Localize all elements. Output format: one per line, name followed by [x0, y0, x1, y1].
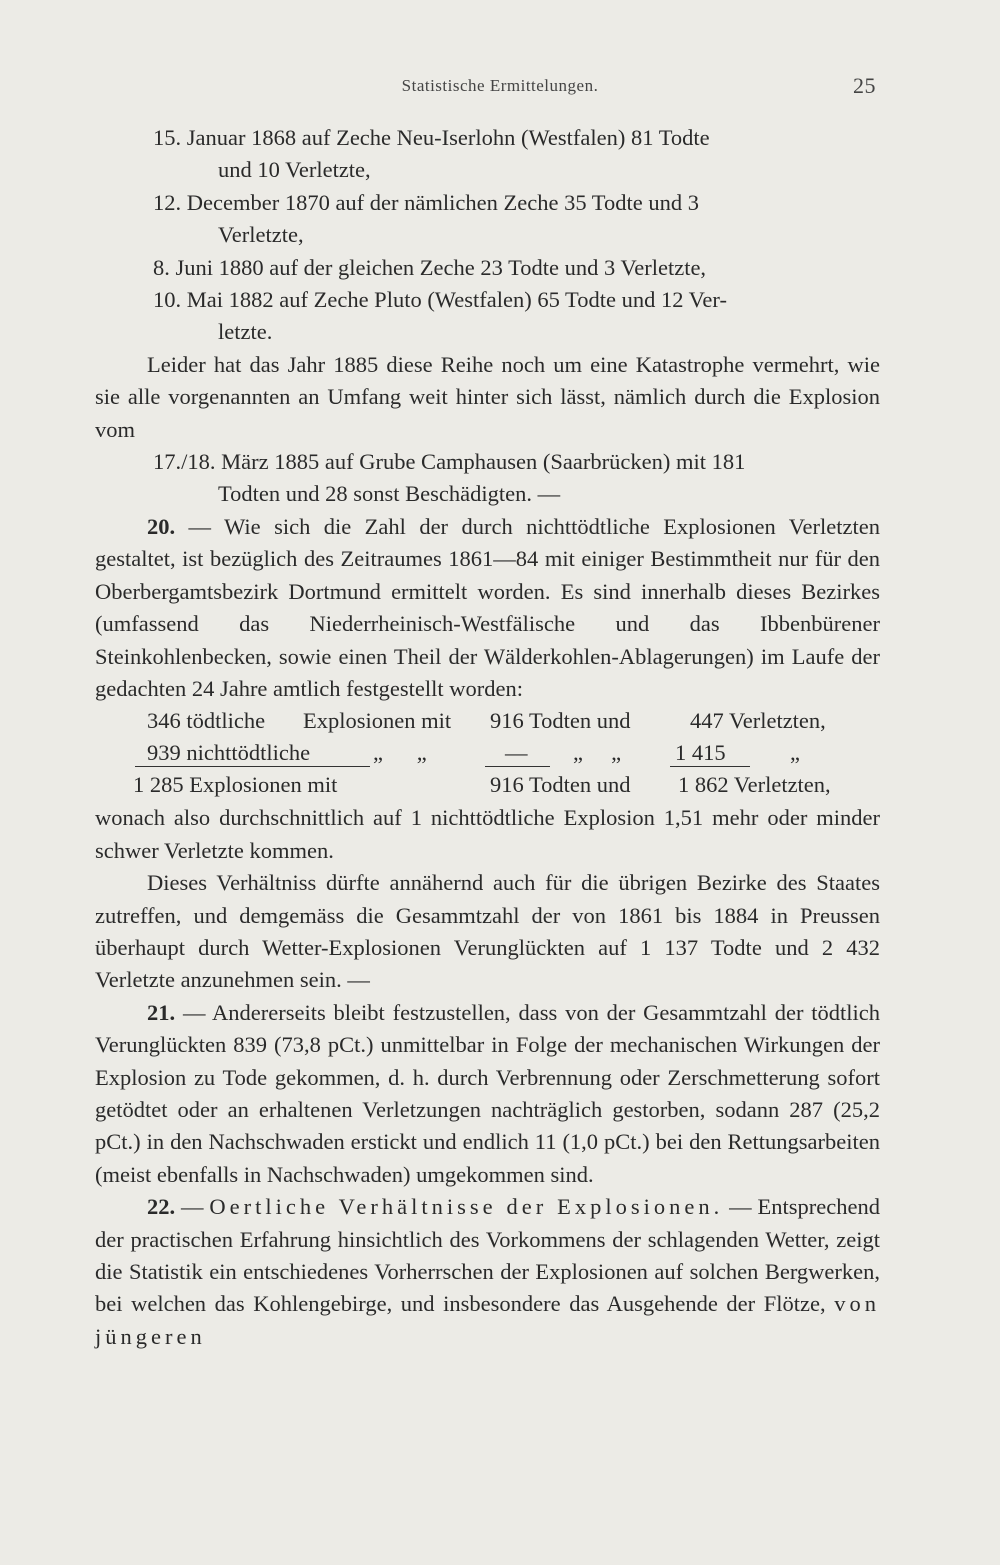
explosion-table — [95, 705, 880, 802]
table-cell: 916 Todten und — [490, 708, 631, 734]
paragraph: wonach also durchschnittlich auf 1 nichttödtliche Explosion 1,51 mehr oder minder schwer Verletzte kommen. — [95, 805, 880, 863]
table-cell: Explosionen mit — [303, 708, 452, 734]
section-20: 20. — Wie sich die Zahl der durch nichttödtliche Explosionen Verletzten gestaltet, ist bezüglich des Zeitraumes 1861—84 mit einiger Bestimmtheit nur für den Oberbergamtsbezirk Dortmund ermittelt worden. Es sind innerhalb dieses Bezirkes (umfassend das Niederrheinisch-Westfälische und das Ibbenbürener Steinkohlenbecken, sowie einen Theil der Wälderkohlen-Ablagerungen) im Laufe der gedachten 24 Jahre amtlich festgestellt worden: — [95, 513, 880, 701]
running-title: Statistische Ermittelungen. — [401, 76, 599, 95]
paragraph: Leider hat das Jahr 1885 diese Reihe noch um eine Katastrophe vermehrt, wie sie alle vorgenannten an Umfang weit hinter sich lässt, nämlich durch die Explosion vom — [95, 351, 880, 442]
sum-rule — [485, 766, 550, 767]
table-cell: — — [505, 740, 528, 766]
table-cell: 1 415 — [675, 740, 726, 766]
list-item: 12. December 1870 auf der nämlichen Zeche 35 Todte und 3 Verletzte, — [153, 189, 699, 248]
table-cell: 1 862 Verletzten, — [678, 772, 831, 798]
table-cell: 1 285 Explosionen mit — [133, 772, 338, 798]
sum-rule — [135, 766, 370, 767]
table-cell: „ — [790, 740, 800, 766]
section-number: 22. — [147, 1194, 176, 1220]
list-item: 8. Juni 1880 auf der gleichen Zeche 23 Todte und 3 Verletzte, — [153, 254, 707, 280]
table-cell: 346 tödtliche — [147, 708, 266, 734]
table-cell: 447 Verletzten, — [690, 708, 826, 734]
sum-rule — [670, 766, 750, 767]
table-cell: „ „ — [373, 740, 427, 766]
list-item: 10. Mai 1882 auf Zeche Pluto (Westfalen) 65 Todte und 12 Ver- letzte. — [153, 287, 727, 345]
table-cell: 916 Todten und — [490, 772, 631, 798]
section-number: 20. — [147, 513, 176, 539]
page-number: 25 — [853, 73, 876, 98]
section-heading: Oertliche Verhältnisse der Explosionen. — [209, 1194, 724, 1220]
list-item: 17./18. März 1885 auf Grube Camphausen (Saarbrücken) mit 181 Todten und 28 sonst Beschädigten. — — [153, 449, 746, 507]
section-21: 21. — Andererseits bleibt festzustellen, dass von der Gesammtzahl der tödtlich Verunglückten 839 (73,8 pCt.) unmittelbar in Folge der mechanischen Wirkungen der Explosion zu Tode gekommen, d. h. durch Verbrennung oder Zerschmetterung sofort getödtet oder an erhaltenen Verletzungen nachträglich gestorben, sodann 287 (25,2 pCt.) in den Nachschwaden erstickt und endlich 11 (1,0 pCt.) bei den Rettungsarbeiten (meist ebenfalls in Nachschwaden) umgekommen sind. — [95, 999, 880, 1187]
paragraph: Dieses Verhältniss dürfte annähernd auch für die übrigen Bezirke des Staates zutreffen, und demgemäss die Gesammtzahl der von 1861 bis 1884 in Preussen überhaupt durch Wetter-Explosionen Verunglückten auf 1 137 Todte und 2 432 Verletzte anzunehmen sein. — — [95, 870, 880, 993]
table-cell: 939 nichttödtliche — [147, 740, 311, 766]
section-number: 21. — [147, 999, 176, 1025]
list-item: 15. Januar 1868 auf Zeche Neu-Iserlohn (Westfalen) 81 Todte und 10 Verletzte, — [153, 125, 710, 183]
section-22: 22. — Oertliche Verhältnisse der Explosionen. — Entsprechend der practischen Erfahrung hinsichtlich des Vorkommens der schlagenden Wetter, zeigt die Statistik ein entschiedenes Vorherrschen der Explosionen auf solchen Bergwerken, bei welchen das Kohlengebirge, und insbesondere das Ausgehende der Flötze, von jüngeren — [95, 1194, 880, 1349]
body-text — [95, 122, 880, 1353]
table-cell: „ „ — [573, 740, 622, 766]
